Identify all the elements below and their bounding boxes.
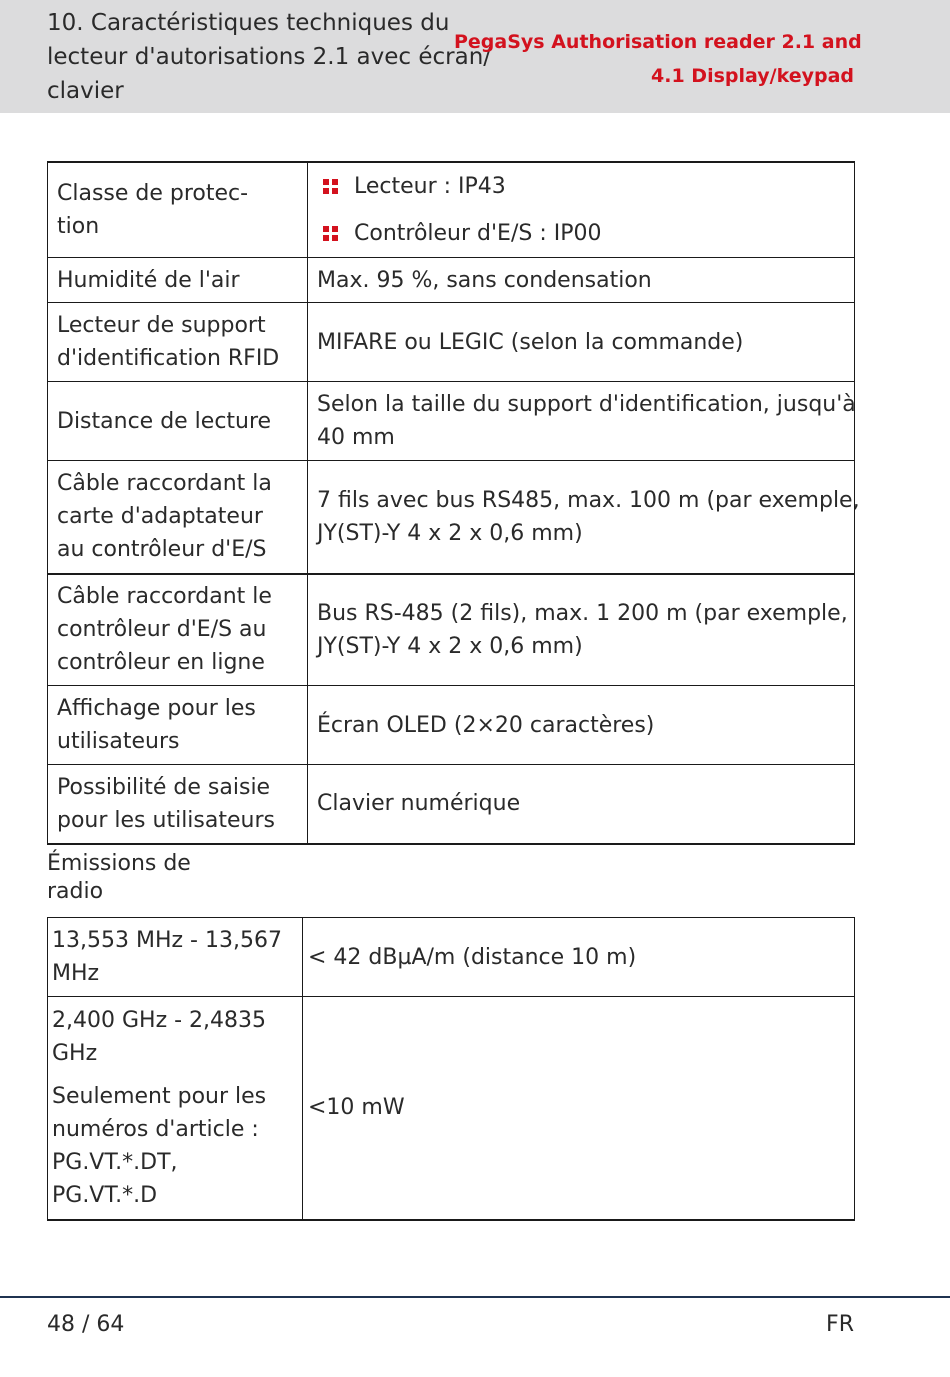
radio-emissions-table [47,917,855,1221]
page-number: 48 / 64 [47,1312,125,1337]
spec-label-line: Classe de protec- [57,181,249,206]
spec-label-line: tion [57,214,100,239]
spec-value [308,258,855,303]
section-title-line: lecteur d'autorisations 2.1 avec écran/ [47,44,492,70]
frequency-label [48,918,303,997]
table-row [48,162,855,258]
spec-label-line: au contrôleur d'E/S [57,537,267,563]
spec-label-line: carte d'adaptateur [57,504,263,530]
specifications-table [47,161,860,845]
bullet-icon [323,226,338,241]
table-row [48,461,855,574]
table-row [48,918,855,997]
spec-label-line: contrôleur en ligne [57,650,265,676]
article-note-line: PG.VT.*.D [52,1182,158,1208]
spec-value [308,162,855,258]
section-title-line: 10. Caractéristiques techniques du [47,10,450,36]
spec-value-line: 40 mm [317,425,395,450]
emission-value-text: <10 mW [308,1095,405,1121]
spec-label [48,162,308,258]
spec-value-line: Max. 95 %, sans condensation [317,267,652,293]
spec-value-line: Selon la taille du support d'identification, jusqu'à [317,392,856,417]
bullet-text: Contrôleur d'E/S : IP00 [354,221,602,246]
list-item [317,210,846,257]
emission-value-text: < 42 dBµA/m (distance 10 m) [308,944,637,970]
language-code: FR [826,1312,854,1337]
spec-label [48,686,308,765]
spec-label-line: Humidité de l'air [57,267,240,293]
table-row [48,686,855,765]
footer-divider [0,1296,950,1298]
frequency-label-line: GHz [52,1040,98,1066]
spec-value [308,574,855,686]
spec-value-line: Bus RS-485 (2 fils), max. 1 200 m (par exemple, [317,600,848,626]
radio-heading-line: Émissions de [47,851,191,876]
spec-label-line: Distance de lecture [57,408,272,434]
frequency-label [48,997,303,1220]
frequency-label-line: MHz [52,961,100,986]
table-row [48,997,855,1220]
list-item [317,163,846,210]
emission-value [303,997,855,1220]
spec-value [308,382,855,461]
spec-value [308,303,855,382]
spec-value [308,765,855,844]
table-row [48,382,855,461]
spec-label [48,303,308,382]
spec-value-line: MIFARE ou LEGIC (selon la commande) [317,329,744,355]
spec-label-line: utilisateurs [57,729,180,754]
spec-value-line: JY(ST)-Y 4 x 2 x 0,6 mm) [317,520,583,546]
spec-label-line: pour les utilisateurs [57,807,275,833]
table-row [48,765,855,844]
spec-label-line: d'identification RFID [57,346,280,371]
table-row [48,303,855,382]
spec-value [308,686,855,765]
spec-value-line: Écran OLED (2×20 caractères) [317,712,655,738]
bullet-text: Lecteur : IP43 [354,174,506,199]
radio-heading-line: radio [47,879,104,904]
spec-value [308,461,860,574]
table-row [48,574,855,686]
spec-label-line: Câble raccordant le [57,584,272,610]
spec-label [48,765,308,844]
product-name-line: 4.1 Display/keypad [651,65,854,87]
spec-label-line: Câble raccordant la [57,471,272,497]
frequency-label-line: 13,553 MHz - 13,567 [52,928,282,953]
table-row [48,258,855,303]
spec-label [48,382,308,461]
emission-value [303,918,855,997]
spec-label-line: contrôleur d'E/S au [57,617,267,643]
spec-value-line: 7 fils avec bus RS485, max. 100 m (par exemple, [317,487,860,513]
product-name-line: PegaSys Authorisation reader 2.1 and [454,31,862,53]
article-note-line: numéros d'article : [52,1116,259,1142]
spec-label [48,258,308,303]
article-note-line: PG.VT.*.DT, [52,1149,178,1175]
product-name [454,25,862,93]
spec-value-line: JY(ST)-Y 4 x 2 x 0,6 mm) [317,633,583,659]
spec-label-line: Affichage pour les [57,696,256,721]
frequency-label-line: 2,400 GHz - 2,4835 [52,1007,267,1033]
spec-value-line: Clavier numérique [317,791,521,817]
section-title-line: clavier [47,78,124,104]
radio-emissions-heading [47,850,297,906]
spec-label-line: Possibilité de saisie [57,774,271,800]
page-header [0,0,950,113]
bullet-icon [323,179,338,194]
section-title [47,6,492,108]
spec-label [48,574,308,686]
article-note-line: Seulement pour les [52,1083,267,1109]
spec-label-line: Lecteur de support [57,313,266,338]
spec-label [48,461,308,574]
